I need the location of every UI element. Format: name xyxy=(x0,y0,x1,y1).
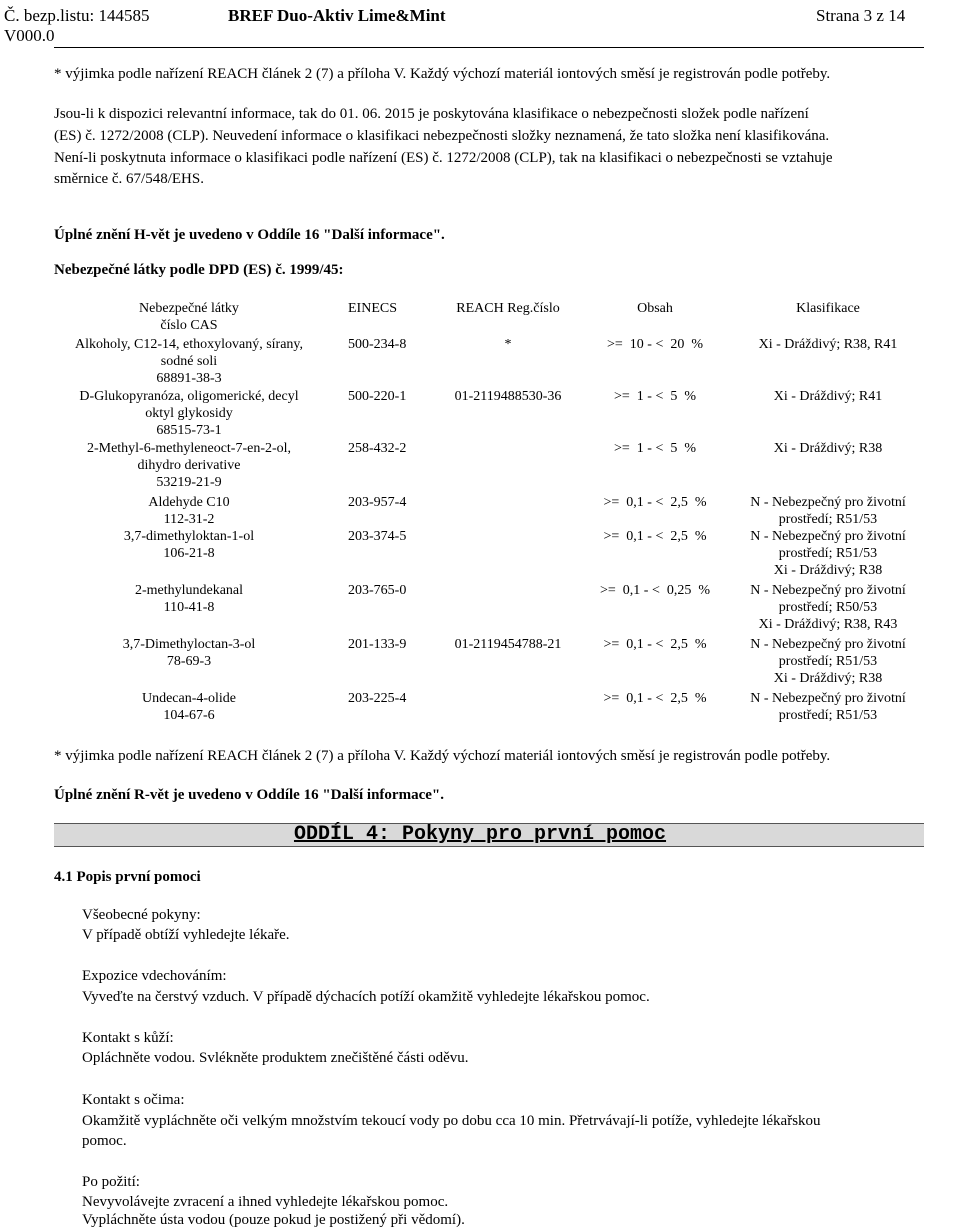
classification-cell xyxy=(738,440,918,457)
classification-cell xyxy=(738,528,918,579)
classification-line: N - Nebezpečný pro životní xyxy=(750,637,906,652)
general-text: V případě obtíží vyhledejte lékaře. xyxy=(82,927,290,943)
substance-cell xyxy=(54,528,324,562)
classification-cell xyxy=(738,690,918,724)
cas-number: 112-31-2 xyxy=(163,512,215,527)
einecs-cell: 500-234-8 xyxy=(348,337,407,352)
classification-cell xyxy=(738,388,918,405)
substance-name: 3,7-Dimethyloctan-3-ol xyxy=(122,637,256,652)
substance-cell xyxy=(54,690,324,724)
h-phrases-note: Úplné znění H-vět je uvedeno v Oddíle 16 "Další informace". xyxy=(54,227,445,243)
content-cell: >= 0,1 - < 2,5 % xyxy=(603,495,707,510)
cas-number: 53219-21-9 xyxy=(156,475,222,490)
header-einecs: EINECS xyxy=(348,301,397,316)
classification-line: N - Nebezpečný pro životní xyxy=(750,691,906,706)
substance-name: Aldehyde C10 xyxy=(148,495,230,510)
product-name: BREF Duo-Aktiv Lime&Mint xyxy=(228,6,446,25)
classification-line: prostředí; R51/53 xyxy=(778,654,878,669)
header-reach: REACH Reg.číslo xyxy=(456,301,560,316)
header-substance-cas xyxy=(54,300,324,334)
version: V000.0 xyxy=(4,26,55,45)
skin-text: Opláchněte vodou. Svlékněte produktem znečištěné části oděvu. xyxy=(82,1050,469,1066)
skin-label: Kontakt s kůží: xyxy=(82,1030,174,1046)
cas-number: 68515-73-1 xyxy=(156,423,222,438)
substance-cell xyxy=(54,582,324,616)
classification-line: prostředí; R51/53 xyxy=(778,708,878,723)
clp-paragraph-line: Jsou-li k dispozici relevantní informace, tak do 01. 06. 2015 je poskytována klasifikace o nebezpečnosti složek podle nařízení xyxy=(54,106,809,122)
substance-cell xyxy=(54,494,324,528)
reach-cell: * xyxy=(504,337,512,352)
substance-cell xyxy=(54,636,324,670)
substance-cell xyxy=(54,336,324,387)
content-cell: >= 1 - < 5 % xyxy=(613,441,696,456)
classification-cell xyxy=(738,494,918,528)
classification-line: Xi - Dráždivý; R38 xyxy=(773,671,883,686)
general-label: Všeobecné pokyny: xyxy=(82,907,201,923)
ingestion-label: Po požití: xyxy=(82,1174,140,1190)
ingestion-text: Nevyvolávejte zvracení a ihned vyhledejte lékařskou pomoc. xyxy=(82,1194,449,1210)
content-cell: >= 0,1 - < 2,5 % xyxy=(603,637,707,652)
header-substance: Nebezpečné látky xyxy=(139,301,239,316)
classification-line: Xi - Dráždivý; R38, R41 xyxy=(758,337,898,352)
substance-name: 2-methylundekanal xyxy=(134,583,244,598)
inhalation-text: Vyveďte na čerstvý vzduch. V případě dýchacích potíží okamžitě vyhledejte lékařskou pomoc. xyxy=(82,989,650,1005)
einecs-cell: 201-133-9 xyxy=(348,637,407,652)
einecs-cell: 203-957-4 xyxy=(348,495,407,510)
content-cell: >= 10 - < 20 % xyxy=(606,337,703,352)
classification-line: Xi - Dráždivý; R38 xyxy=(773,441,883,456)
section-4-title: ODDÍL 4: Pokyny pro první pomoc xyxy=(293,823,667,846)
substance-name: dihydro derivative xyxy=(137,458,241,473)
eyes-text-cont: pomoc. xyxy=(82,1133,127,1149)
classification-line: N - Nebezpečný pro životní xyxy=(750,495,906,510)
cas-number: 78-69-3 xyxy=(166,654,212,669)
content-cell: >= 0,1 - < 2,5 % xyxy=(603,529,707,544)
ingestion-text-cont: Vypláchněte ústa vodou (pouze pokud je postižený při vědomí). xyxy=(82,1212,465,1228)
classification-cell xyxy=(738,336,918,353)
classification-line: prostředí; R50/53 xyxy=(778,600,878,615)
sds-number: Č. bezp.listu: 144585 xyxy=(4,6,150,25)
classification-line: prostředí; R51/53 xyxy=(778,546,878,561)
reach-exemption-note: * výjimka podle nařízení REACH článek 2 (7) a příloha V. Každý výchozí materiál iontových směsí je registrován podle potřeby. xyxy=(54,66,831,82)
classification-line: Xi - Dráždivý; R38 xyxy=(773,563,883,578)
clp-paragraph-line: Není-li poskytnuta informace o klasifikaci podle nařízení (ES) č. 1272/2008 (CLP), tak na klasifikaci o nebezpečnosti se vztahuje xyxy=(54,150,833,166)
reach-cell: 01-2119488530-36 xyxy=(454,389,562,404)
classification-line: Xi - Dráždivý; R41 xyxy=(773,389,883,404)
einecs-cell: 203-765-0 xyxy=(348,583,407,598)
clp-paragraph-line: směrnice č. 67/548/EHS. xyxy=(54,171,204,187)
content-cell: >= 0,1 - < 0,25 % xyxy=(599,583,710,598)
cas-number: 68891-38-3 xyxy=(156,371,222,386)
header-cas: číslo CAS xyxy=(160,318,218,333)
substance-name: Undecan-4-olide xyxy=(141,691,237,706)
substance-name: oktyl glykosidy xyxy=(145,406,233,421)
section-4-1-subtitle: 4.1 Popis první pomoci xyxy=(54,869,201,885)
inhalation-label: Expozice vdechováním: xyxy=(82,968,227,984)
dpd-heading: Nebezpečné látky podle DPD (ES) č. 1999/45: xyxy=(54,262,344,278)
einecs-cell: 258-432-2 xyxy=(348,441,407,456)
content-cell: >= 1 - < 5 % xyxy=(613,389,696,404)
cas-number: 104-67-6 xyxy=(163,708,215,723)
eyes-label: Kontakt s očima: xyxy=(82,1092,185,1108)
classification-line: N - Nebezpečný pro životní xyxy=(750,583,906,598)
classification-line: prostředí; R51/53 xyxy=(778,512,878,527)
header-classification: Klasifikace xyxy=(796,301,860,316)
classification-cell xyxy=(738,582,918,633)
r-phrases-note: Úplné znění R-vět je uvedeno v Oddíle 16 "Další informace". xyxy=(54,787,444,803)
substance-name: 3,7-dimethyloktan-1-ol xyxy=(123,529,255,544)
cas-number: 110-41-8 xyxy=(163,600,215,615)
substance-cell xyxy=(54,388,324,439)
einecs-cell: 203-374-5 xyxy=(348,529,407,544)
einecs-cell: 203-225-4 xyxy=(348,691,407,706)
cas-number: 106-21-8 xyxy=(163,546,215,561)
header-divider xyxy=(54,47,924,48)
einecs-cell: 500-220-1 xyxy=(348,389,407,404)
clp-paragraph-line: (ES) č. 1272/2008 (CLP). Neuvedení informace o klasifikaci nebezpečnosti složky neznamená, že tato složka není klasifikována. xyxy=(54,128,830,144)
substance-name: sodné soli xyxy=(160,354,218,369)
substance-name: D-Glukopyranóza, oligomerické, decyl xyxy=(79,389,299,404)
content-cell: >= 0,1 - < 2,5 % xyxy=(603,691,707,706)
reach-cell: 01-2119454788-21 xyxy=(454,637,562,652)
classification-cell xyxy=(738,636,918,687)
page-number: Strana 3 z 14 xyxy=(816,6,906,25)
eyes-text: Okamžitě vypláchněte oči velkým množstvím tekoucí vody po dobu cca 10 min. Přetrvávají-li potíže, vyhledejte lékařskou xyxy=(82,1113,821,1129)
classification-line: N - Nebezpečný pro životní xyxy=(750,529,906,544)
substance-name: 2-Methyl-6-methyleneoct-7-en-2-ol, xyxy=(86,441,292,456)
reach-exemption-note: * výjimka podle nařízení REACH článek 2 (7) a příloha V. Každý výchozí materiál iontových směsí je registrován podle potřeby. xyxy=(54,748,831,764)
substance-name: Alkoholy, C12-14, ethoxylovaný, sírany, xyxy=(75,337,303,352)
classification-line: Xi - Dráždivý; R38, R43 xyxy=(758,617,898,632)
substance-cell xyxy=(54,440,324,491)
header-content: Obsah xyxy=(637,301,673,316)
